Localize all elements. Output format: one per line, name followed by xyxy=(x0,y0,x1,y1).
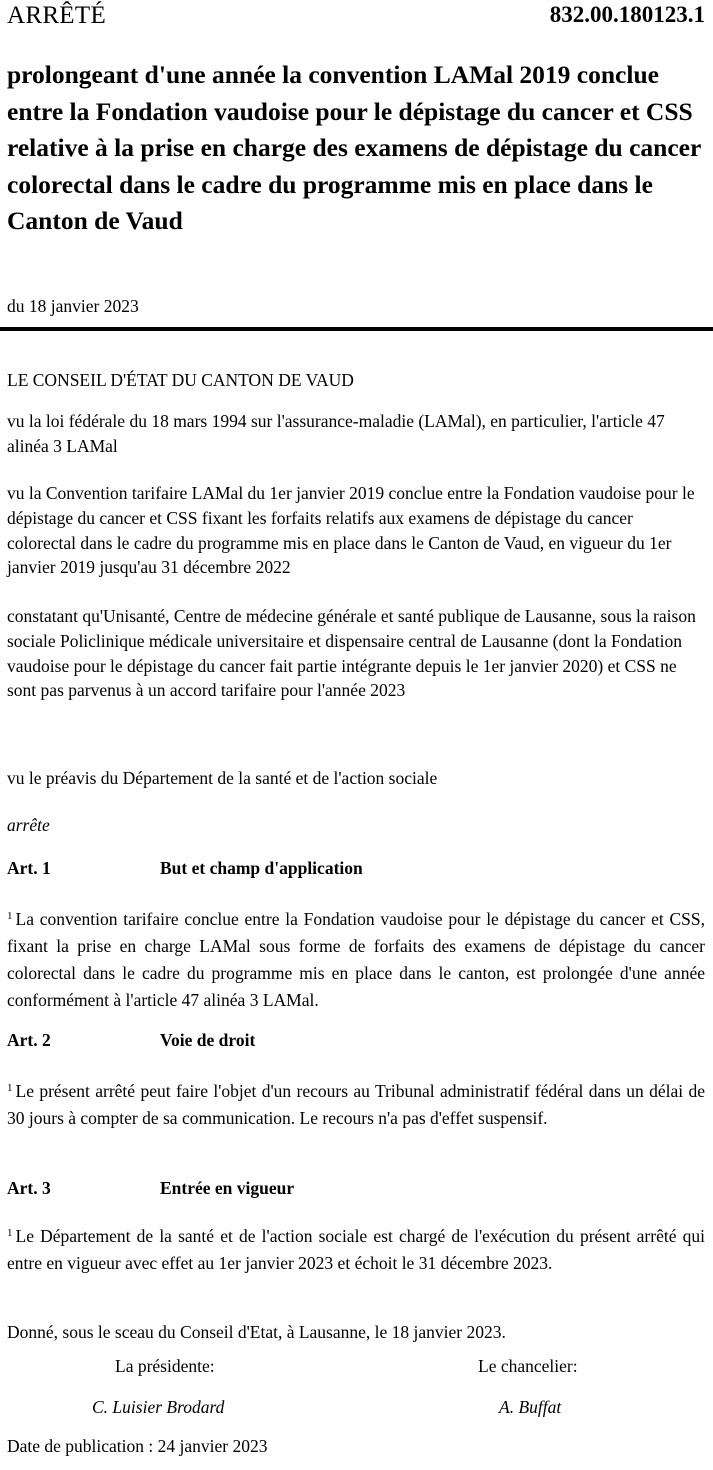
document-header xyxy=(7,2,705,42)
president-name: C. Luisier Brodard xyxy=(92,1397,225,1417)
article-number: Art. 3 xyxy=(7,1178,51,1198)
article-title: Entrée en vigueur xyxy=(160,1178,295,1198)
article-alinea xyxy=(7,1075,705,1132)
alinea-text: Le présent arrêté peut faire l'objet d'un recours au Tribunal administratif fédéral dans un délai de 30 jours à compter de sa communication. Le recours n'a pas d'effet suspensif. xyxy=(7,1081,705,1128)
article-alinea xyxy=(7,1220,705,1277)
alinea-marker: 1 xyxy=(7,910,13,922)
article-heading xyxy=(7,1178,705,1204)
article-number: Art. 2 xyxy=(7,1030,51,1050)
alinea-marker: 1 xyxy=(7,1227,13,1239)
preamble-paragraph: vu le préavis du Département de la santé et de l'action sociale xyxy=(7,768,438,788)
article-heading xyxy=(7,1030,705,1056)
document-number: 832.00.180123.1 xyxy=(549,2,705,27)
alinea-text: Le Département de la santé et de l'action sociale est chargé de l'exécution du présent arrêté qui entre en vigueur avec effet au 1er janvier 2023 et échoit le 31 décembre 2023. xyxy=(7,1226,705,1273)
chancellor-label: Le chancelier: xyxy=(478,1356,578,1376)
given-under-seal: Donné, sous le sceau du Conseil d'Etat, à Lausanne, le 18 janvier 2023. xyxy=(7,1322,506,1342)
document-date: du 18 janvier 2023 xyxy=(7,296,139,316)
header-divider xyxy=(0,327,713,331)
article-title: Voie de droit xyxy=(160,1030,256,1050)
alinea-text: La convention tarifaire conclue entre la Fondation vaudoise pour le dépistage du cancer et CSS, fixant la prise en charge LAMal sous forme de forfaits des examens de dépistage du cancer colorectal dans le cadre du programme mis en place dans le canton, est prolongée d'une année conformément à l'article 47 alinéa 3 LAMal. xyxy=(7,909,705,1010)
decision-word: arrête xyxy=(7,815,50,835)
article-number: Art. 1 xyxy=(7,858,51,878)
preamble-paragraph: vu la loi fédérale du 18 mars 1994 sur l'assurance-maladie (LAMal), en particulier, l'article 47 alinéa 3 LAMal xyxy=(7,411,665,456)
document-type: ARRÊTÉ xyxy=(7,2,107,29)
issuing-authority: LE CONSEIL D'ÉTAT DU CANTON DE VAUD xyxy=(7,370,354,390)
article-title: But et champ d'application xyxy=(160,858,363,878)
document-title: prolongeant d'une année la convention LAMal 2019 conclue entre la Fondation vaudoise pour le dépistage du cancer et CSS relative à la prise en charge des examens de dépistage du cancer colorectal dans le cadre du programme mis en place dans le Canton de Vaud xyxy=(7,60,701,235)
article-heading xyxy=(7,858,705,884)
chancellor-name: A. Buffat xyxy=(499,1397,562,1417)
publication-date: Date de publication : 24 janvier 2023 xyxy=(7,1436,268,1456)
article-alinea xyxy=(7,903,705,1014)
president-label: La présidente: xyxy=(115,1356,215,1376)
preamble-paragraph: constatant qu'Unisanté, Centre de médecine générale et santé publique de Lausanne, sous la raison sociale Policlinique médicale universitaire et dispensaire central de Lausanne (dont la Fondation vaudoise pour le dépistage du cancer fait partie intégrante depuis le 1er janvier 2020) et CSS ne sont pas parvenus à un accord tarifaire pour l'année 2023 xyxy=(7,606,696,701)
preamble-paragraph: vu la Convention tarifaire LAMal du 1er janvier 2019 conclue entre la Fondation vaudoise pour le dépistage du cancer et CSS fixant les forfaits relatifs aux examens de dépistage du cancer colorectal dans le cadre du programme mis en place dans le Canton de Vaud, en vigueur du 1er janvier 2019 jusqu'au 31 décembre 2022 xyxy=(7,483,695,578)
alinea-marker: 1 xyxy=(7,1082,13,1094)
